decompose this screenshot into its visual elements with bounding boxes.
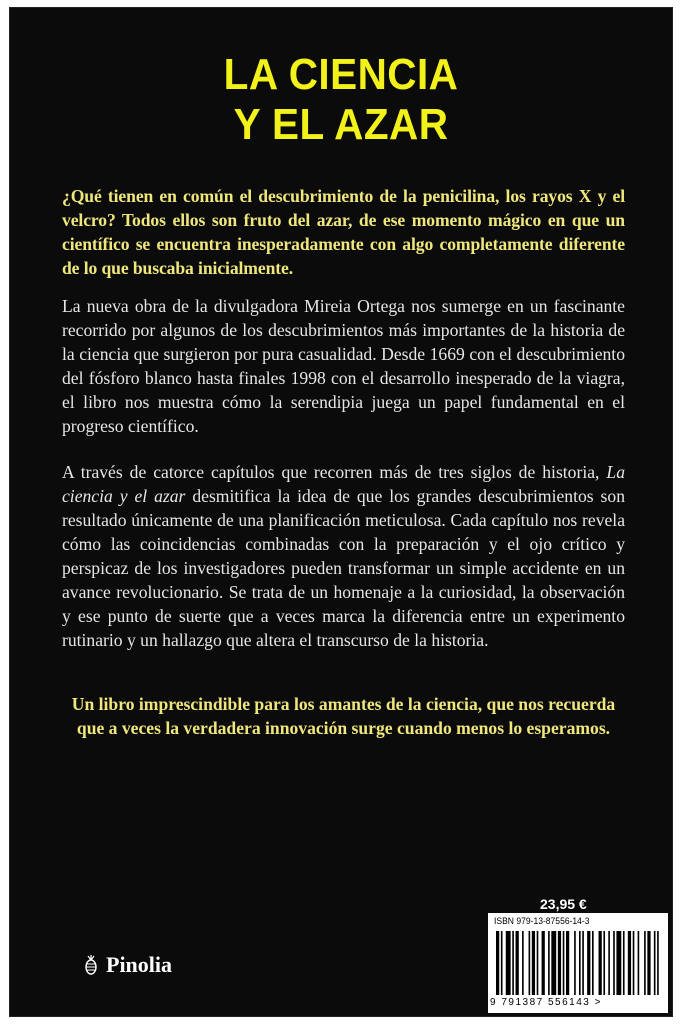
body-paragraph-1: La nueva obra de la divulgadora Mireia Ortega nos sumerge en un fascinante recorrido por algunos de los descubrimientos más importantes de la historia de la ciencia que surgieron por pura casualidad. Desde 1669 con el descubrimiento del fósforo blanco hasta finales 1998 con el desarrollo inesperado de la viagra, el libro nos muestra cómo la serendipia juega un papel fundamental en el progreso científico.: [62, 296, 625, 436]
book-title-italic: La ciencia y el azar: [62, 462, 625, 506]
barcode-box: [488, 913, 668, 1013]
closing-paragraph: Un libro imprescindible para los amantes de la ciencia, que nos recuerda que a veces la verdadera innovación surge cuando menos lo esperamos.: [71, 694, 616, 738]
body-paragraph-2: [62, 460, 625, 652]
publisher-logo: [80, 952, 172, 978]
publisher-name: Pinolia: [106, 952, 173, 977]
price-label: 23,95 €: [540, 896, 587, 912]
back-cover: [10, 8, 672, 1016]
paragraph-2-after: desmitifica la idea de que los grandes descubrimientos son resultado únicamente de una planificación meticulosa. Cada capítulo nos revela cómo las coincidencias combinadas con la preparación y el ojo crítico y perspicaz de los investigadores pueden transformar un simple accidente en un avance revolucionario. Se trata de un homenaje a la curiosidad, la observación y ese punto de suerte que a veces marca la diferencia entre un experimento rutinario y un hallazgo que altera el transcurso de la historia.: [62, 486, 625, 650]
pine-cone-icon: [80, 954, 102, 976]
isbn-label: ISBN 979-13-87556-14-3: [494, 916, 590, 927]
title-line-2: Y EL AZAR: [233, 100, 449, 149]
book-title: [36, 50, 645, 150]
paragraph-2-before: A través de catorce capítulos que recorren más de tres siglos de historia,: [62, 462, 607, 482]
barcode-digits: 9 791387 556143 >: [490, 997, 602, 1008]
title-line-1: LA CIENCIA: [223, 50, 459, 99]
barcode-icon: [496, 931, 662, 995]
intro-paragraph: ¿Qué tienen en común el descubrimiento de la penicilina, los rayos X y el velcro? Todos ellos son fruto del azar, de ese momento mágico en que un científico se encuentra inesperadamente con algo completamente diferente de lo que buscaba inicialmente.: [62, 186, 625, 278]
